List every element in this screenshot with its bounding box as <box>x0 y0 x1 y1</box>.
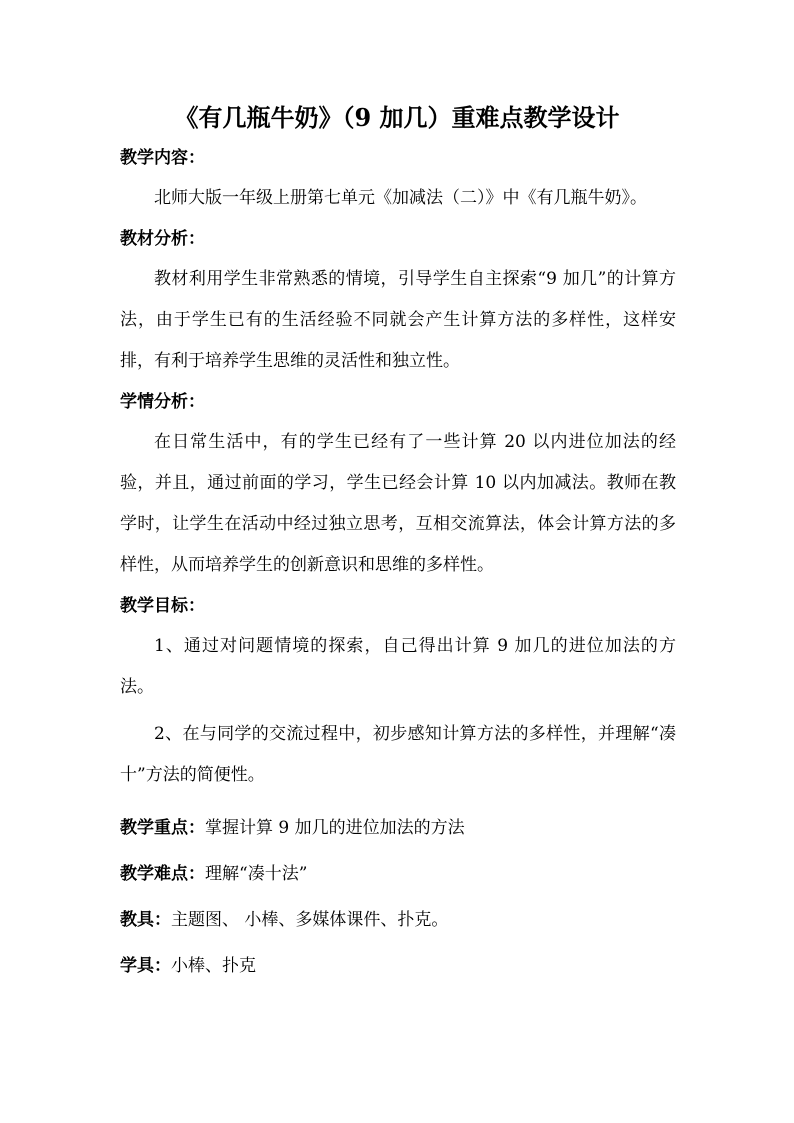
teacher-tools-label: 教具： <box>120 910 171 930</box>
section-paragraph: 教材利用学生非常熟悉的情境，引导学生自主探索“9 加几”的计算方法，由于学生已有的生活经验不同就会产生计算方法的多样性，这样安排，有利于培养学生思维的灵活性和独立性。 <box>120 269 676 371</box>
key-point-row <box>120 814 676 842</box>
difficulty-label: 教学难点： <box>120 864 205 884</box>
section-paragraph: 北师大版一年级上册第七单元《加减法（二）》中《有几瓶牛奶》。 <box>154 188 647 208</box>
teacher-tools-text: 主题图、 小棒、多媒体课件、扑克。 <box>171 910 449 930</box>
key-point-text: 掌握计算 9 加几的进位加法的方法 <box>205 818 465 838</box>
section-paragraph: 在日常生活中，有的学生已经有了一些计算 20 以内进位加法的经验，并且，通过前面的学习，学生已经会计算 10 以内加减法。教师在教学时，让学生在活动中经过独立思考，互相交流算法，体会计算方法的多样性，从而培养学生的创新意识和思维的多样性。 <box>120 432 676 575</box>
key-point-label: 教学重点： <box>120 818 205 838</box>
student-tools-label: 学具： <box>120 956 171 976</box>
teacher-tools-row <box>120 906 676 934</box>
document-body <box>120 144 676 980</box>
difficulty-text: 理解“凑十法” <box>205 864 308 884</box>
section-heading-student-analysis: 学情分析： <box>120 392 205 412</box>
objective-item: 1、通过对问题情境的探索，自己得出计算 9 加几的进位加法的方法。 <box>120 636 676 697</box>
section-heading-material-analysis: 教材分析： <box>120 229 205 249</box>
section-heading-content: 教学内容： <box>120 148 205 168</box>
student-tools-row <box>120 952 676 980</box>
student-tools-text: 小棒、扑克 <box>171 956 256 976</box>
section-heading-objectives: 教学目标： <box>120 596 205 616</box>
objective-item: 2、在与同学的交流过程中，初步感知计算方法的多样性，并理解“凑十”方法的简便性。 <box>120 724 676 785</box>
difficulty-row <box>120 860 676 888</box>
document-title: 《有几瓶牛奶》（9 加几）重难点教学设计 <box>174 103 620 132</box>
